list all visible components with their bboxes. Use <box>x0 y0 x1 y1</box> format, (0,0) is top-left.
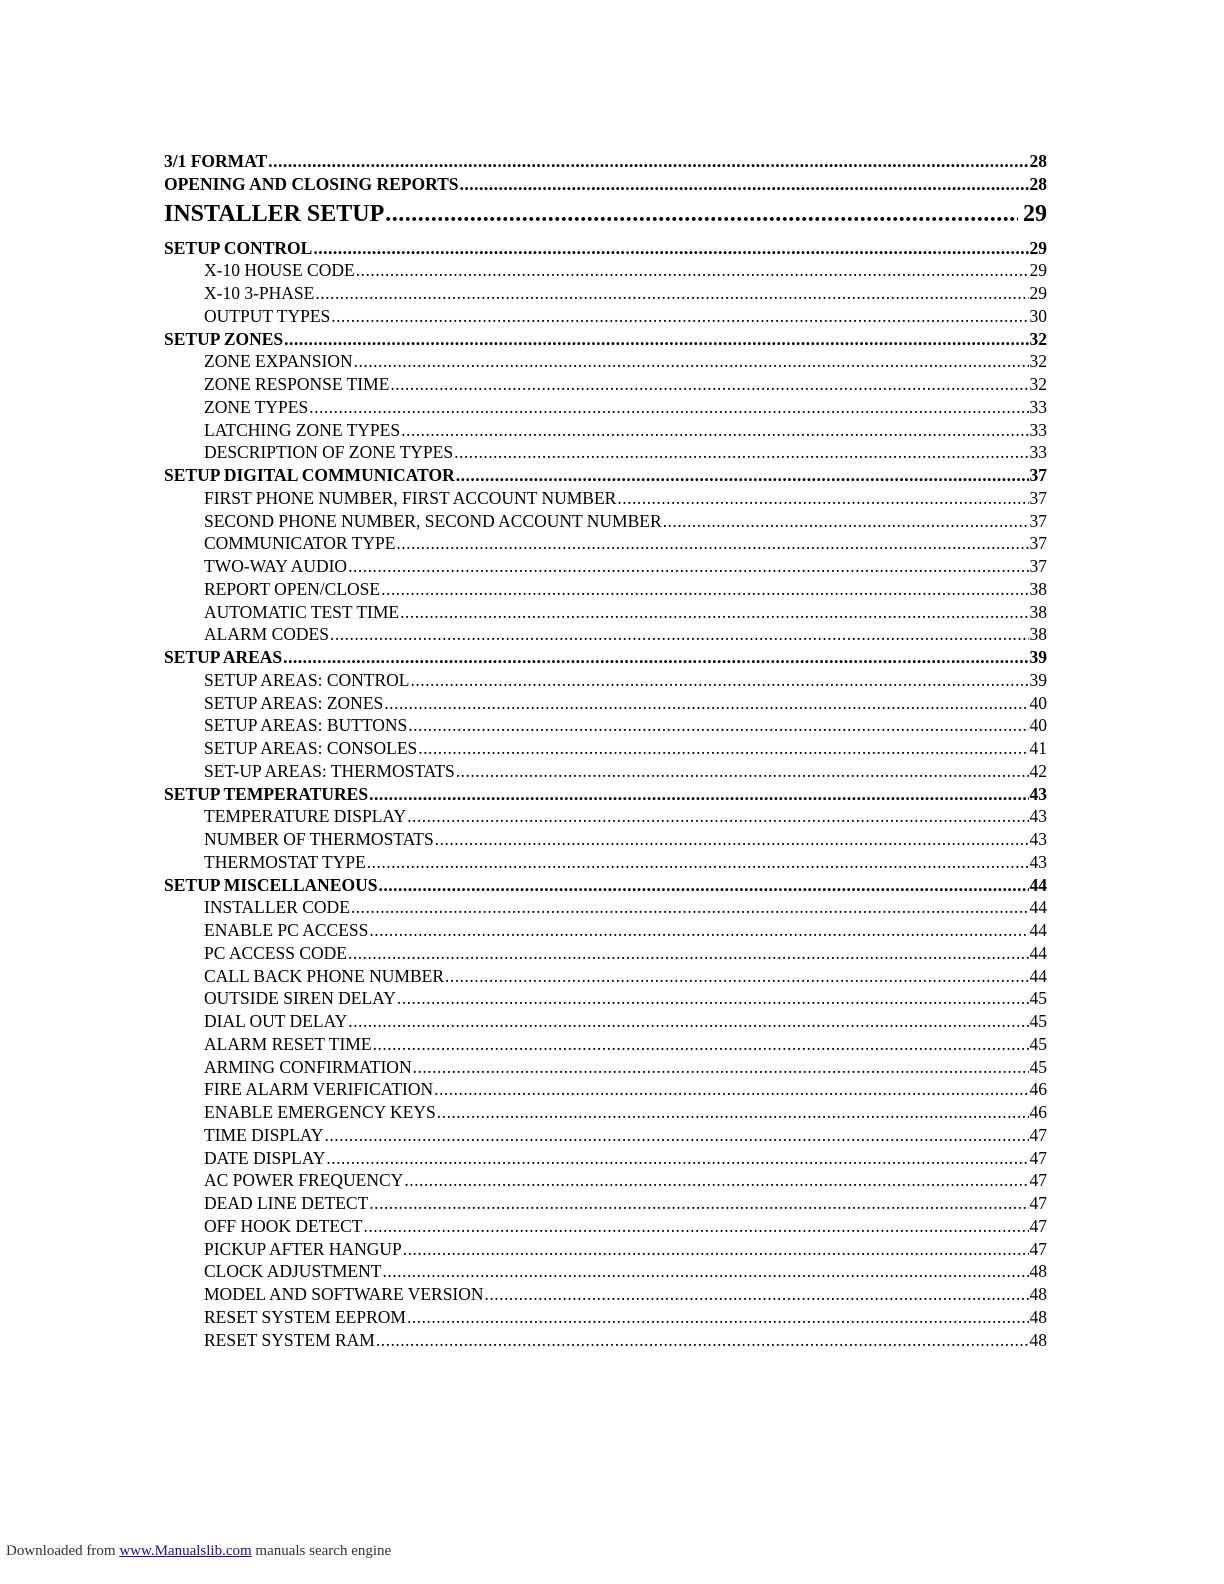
toc-entry-page: 29 <box>1023 200 1047 227</box>
toc-entry[interactable] <box>204 987 1047 1009</box>
toc-entry-page: 33 <box>1029 396 1047 417</box>
toc-entry-title: COMMUNICATOR TYPE <box>204 533 396 554</box>
toc-entry-page: 29 <box>1029 260 1047 281</box>
toc-entry[interactable] <box>204 805 1047 827</box>
toc-entry-title: TEMPERATURE DISPLAY <box>204 806 407 827</box>
toc-dot-leader <box>376 1329 1029 1351</box>
toc-entry[interactable] <box>204 419 1047 441</box>
toc-entry-page: 37 <box>1029 510 1047 531</box>
toc-entry-page: 38 <box>1029 578 1047 599</box>
toc-entry-page: 38 <box>1029 624 1047 645</box>
toc-entry-title: SECOND PHONE NUMBER, SECOND ACCOUNT NUMBER <box>204 510 662 531</box>
toc-entry[interactable] <box>204 1283 1047 1305</box>
toc-entry-title: CALL BACK PHONE NUMBER <box>204 965 444 986</box>
toc-entry-title: TIME DISPLAY <box>204 1124 324 1145</box>
toc-entry-title: SETUP TEMPERATURES <box>164 783 369 804</box>
toc-dot-leader <box>418 737 1028 759</box>
toc-entry-title: 3/1 FORMAT <box>164 151 268 171</box>
toc-entry-title: RESET SYSTEM EEPROM <box>204 1306 406 1327</box>
toc-entry-page: 43 <box>1029 806 1047 827</box>
toc-entry[interactable] <box>204 919 1047 941</box>
toc-entry[interactable] <box>204 692 1047 714</box>
toc-entry[interactable] <box>204 487 1047 509</box>
toc-entry[interactable] <box>204 578 1047 600</box>
toc-dot-leader <box>663 510 1029 532</box>
toc-entry[interactable] <box>204 1078 1047 1100</box>
toc-entry-title: OFF HOOK DETECT <box>204 1215 363 1236</box>
toc-dot-leader <box>397 987 1029 1009</box>
toc-dot-leader <box>435 828 1029 850</box>
toc-entry[interactable] <box>204 510 1047 532</box>
toc-dot-leader <box>396 532 1028 554</box>
toc-entry[interactable] <box>164 874 1047 896</box>
toc-entry[interactable] <box>204 1124 1047 1146</box>
toc-entry-title: FIRE ALARM VERIFICATION <box>204 1079 434 1100</box>
toc-entry-title: SETUP AREAS: BUTTONS <box>204 715 408 736</box>
toc-dot-leader <box>456 760 1029 782</box>
toc-dot-leader <box>331 305 1028 327</box>
toc-entry-title: INSTALLER CODE <box>204 897 350 918</box>
toc-entry[interactable] <box>204 1010 1047 1032</box>
toc-entry[interactable] <box>204 601 1047 623</box>
toc-entry-page: 47 <box>1029 1124 1047 1145</box>
toc-entry[interactable] <box>204 1056 1047 1078</box>
toc-entry[interactable] <box>204 1033 1047 1055</box>
toc-entry-page: 32 <box>1029 374 1047 394</box>
toc-dot-leader <box>284 328 1028 350</box>
toc-entry-title: X-10 3-PHASE <box>204 283 315 303</box>
toc-dot-leader <box>401 419 1028 441</box>
toc-entry-page: 28 <box>1029 173 1047 194</box>
toc-dot-leader <box>407 1306 1029 1328</box>
toc-entry-page: 45 <box>1029 1056 1047 1077</box>
toc-entry[interactable] <box>204 737 1047 759</box>
toc-entry[interactable] <box>204 1306 1047 1328</box>
toc-entry-title: THERMOSTAT TYPE <box>204 851 366 872</box>
toc-entry[interactable] <box>204 282 1047 304</box>
toc-entry-page: 33 <box>1029 442 1047 463</box>
toc-entry-page: 39 <box>1029 669 1047 690</box>
toc-dot-leader <box>381 578 1028 600</box>
toc-entry-title: RESET SYSTEM RAM <box>204 1329 375 1350</box>
toc-dot-leader <box>404 1169 1028 1191</box>
toc-entry-page: 47 <box>1029 1170 1047 1191</box>
toc-entry[interactable] <box>204 1101 1047 1123</box>
toc-entry-page: 39 <box>1029 647 1047 667</box>
toc-entry[interactable] <box>204 350 1047 372</box>
toc-dot-leader <box>403 1238 1029 1260</box>
toc-entry-title: MODEL AND SOFTWARE VERSION <box>204 1284 484 1304</box>
toc-entry[interactable] <box>204 760 1047 782</box>
toc-entry-page: 48 <box>1029 1284 1047 1304</box>
toc-dot-leader <box>408 714 1028 736</box>
toc-dot-leader <box>369 1192 1028 1214</box>
toc-entry-title: ZONE EXPANSION <box>204 351 353 372</box>
toc-dot-leader <box>313 237 1028 259</box>
toc-entry-page: 44 <box>1029 965 1047 986</box>
toc-entry[interactable] <box>204 1329 1047 1351</box>
toc-dot-leader <box>454 441 1028 463</box>
toc-entry-title: SET-UP AREAS: THERMOSTATS <box>204 760 455 781</box>
toc-entry[interactable] <box>164 646 1047 668</box>
toc-dot-leader <box>445 965 1029 987</box>
toc-entry-title: DESCRIPTION OF ZONE TYPES <box>204 442 454 463</box>
toc-entry-title: CLOCK ADJUSTMENT <box>204 1261 382 1282</box>
toc-entry-title: OUTPUT TYPES <box>204 305 331 326</box>
toc-entry-page: 44 <box>1029 942 1047 963</box>
toc-entry-title: SETUP AREAS: CONSOLES <box>204 738 418 758</box>
toc-entry[interactable] <box>204 1238 1047 1260</box>
toc-entry[interactable] <box>204 1215 1047 1237</box>
toc-entry-title: SETUP CONTROL <box>164 237 313 258</box>
toc-entry-page: 30 <box>1029 305 1047 326</box>
toc-entry-title: ENABLE PC ACCESS <box>204 920 369 940</box>
toc-entry-page: 48 <box>1029 1306 1047 1327</box>
toc-entry-page: 45 <box>1029 1033 1047 1054</box>
toc-entry[interactable] <box>164 328 1047 350</box>
toc-entry[interactable] <box>204 669 1047 691</box>
toc-entry-title: ZONE RESPONSE TIME <box>204 374 390 394</box>
toc-dot-leader <box>378 874 1028 896</box>
toc-dot-leader <box>268 150 1028 172</box>
toc-dot-leader <box>460 173 1029 195</box>
toc-dot-leader <box>485 1283 1029 1305</box>
toc-entry-page: 29 <box>1029 283 1047 303</box>
toc-entry[interactable] <box>164 150 1047 172</box>
toc-entry[interactable] <box>204 942 1047 964</box>
toc-entry-page: 44 <box>1029 874 1047 895</box>
toc-entry-title: SETUP ZONES <box>164 328 284 349</box>
toc-entry-title: SETUP DIGITAL COMMUNICATOR <box>164 465 455 485</box>
toc-entry-title: PC ACCESS CODE <box>204 942 347 963</box>
toc-entry-page: 37 <box>1029 533 1047 554</box>
toc-entry-page: 29 <box>1029 237 1047 258</box>
download-footer <box>6 1541 391 1561</box>
toc-entry[interactable] <box>204 851 1047 873</box>
toc-entry-page: 43 <box>1029 829 1047 849</box>
toc-entry[interactable] <box>204 373 1047 395</box>
toc-entry[interactable] <box>204 828 1047 850</box>
toc-dot-leader <box>363 1215 1028 1237</box>
toc-entry-page: 40 <box>1029 715 1047 736</box>
toc-entry-title: SETUP AREAS: CONTROL <box>204 669 410 690</box>
toc-dot-leader <box>434 1078 1028 1100</box>
toc-entry-title: ZONE TYPES <box>204 396 309 417</box>
toc-entry-page: 40 <box>1029 692 1047 713</box>
toc-entry-title: DEAD LINE DETECT <box>204 1193 369 1213</box>
toc-entry-page: 38 <box>1029 601 1047 622</box>
toc-entry-page: 28 <box>1029 151 1047 171</box>
toc-dot-leader <box>351 896 1029 918</box>
toc-entry[interactable] <box>204 396 1047 418</box>
toc-entry[interactable] <box>204 532 1047 554</box>
toc-entry-page: 37 <box>1029 487 1047 508</box>
toc-dot-leader <box>437 1101 1029 1123</box>
toc-entry-page: 32 <box>1029 351 1047 372</box>
toc-entry-title: ALARM CODES <box>204 624 329 645</box>
toc-dot-leader <box>400 601 1028 623</box>
toc-entry-title: DATE DISPLAY <box>204 1147 326 1168</box>
footer-prefix: Downloaded from <box>6 1543 116 1559</box>
toc-dot-leader <box>384 692 1028 714</box>
toc-entry-page: 45 <box>1029 1011 1047 1031</box>
toc-entry-title: ENABLE EMERGENCY KEYS <box>204 1102 436 1122</box>
toc-entry-title: FIRST PHONE NUMBER, FIRST ACCOUNT NUMBER <box>204 487 617 508</box>
toc-entry[interactable] <box>164 464 1047 486</box>
toc-dot-leader <box>348 1010 1028 1032</box>
toc-entry-page: 48 <box>1029 1329 1047 1350</box>
manualslib-link[interactable]: www.Manualslib.com <box>119 1543 252 1559</box>
toc-entry[interactable] <box>164 783 1047 805</box>
toc-entry-title: LATCHING ZONE TYPES <box>204 419 401 440</box>
toc-dot-leader <box>348 942 1029 964</box>
toc-dot-leader <box>356 259 1029 281</box>
toc-entry[interactable] <box>204 896 1047 918</box>
toc-entry-title: OPENING AND CLOSING REPORTS <box>164 173 459 194</box>
toc-entry-title: NUMBER OF THERMOSTATS <box>204 829 434 849</box>
toc-entry[interactable] <box>204 1147 1047 1169</box>
toc-entry-title: ALARM RESET TIME <box>204 1033 372 1054</box>
toc-entry-title: AC POWER FREQUENCY <box>204 1170 404 1191</box>
toc-entry[interactable] <box>204 714 1047 736</box>
toc-entry-title: PICKUP AFTER HANGUP <box>204 1238 402 1259</box>
toc-dot-leader <box>456 464 1029 486</box>
toc-entry-page: 47 <box>1029 1238 1047 1259</box>
toc-entry-page: 37 <box>1029 556 1047 576</box>
toc-entry[interactable] <box>204 1169 1047 1191</box>
toc-entry-page: 44 <box>1029 920 1047 940</box>
footer-suffix: manuals search engine <box>255 1543 392 1559</box>
toc-entry[interactable] <box>204 965 1047 987</box>
toc-entry-title: X-10 HOUSE CODE <box>204 260 355 281</box>
toc-entry[interactable] <box>164 173 1047 195</box>
toc-entry[interactable] <box>164 200 1047 228</box>
toc-dot-leader <box>413 1056 1029 1078</box>
toc-dot-leader <box>390 373 1028 395</box>
toc-dot-leader <box>385 200 1018 228</box>
toc-entry-page: 41 <box>1029 738 1047 758</box>
toc-dot-leader <box>369 783 1028 805</box>
toc-entry-page: 33 <box>1029 419 1047 440</box>
toc-entry-page: 46 <box>1029 1079 1047 1100</box>
toc-entry-title: OUTSIDE SIREN DELAY <box>204 988 396 1009</box>
toc-entry-page: 47 <box>1029 1193 1047 1213</box>
toc-entry-page: 43 <box>1029 783 1047 804</box>
toc-dot-leader <box>283 646 1028 668</box>
toc-entry-title: DIAL OUT DELAY <box>204 1011 348 1031</box>
toc-dot-leader <box>617 487 1028 509</box>
toc-dot-leader <box>326 1147 1028 1169</box>
toc-entry-title: TWO-WAY AUDIO <box>204 556 348 576</box>
toc-entry-title: SETUP AREAS <box>164 647 283 667</box>
toc-entry[interactable] <box>204 259 1047 281</box>
toc-entry-title: INSTALLER SETUP <box>164 200 385 227</box>
toc-entry[interactable] <box>164 237 1047 259</box>
toc-entry-page: 47 <box>1029 1215 1047 1236</box>
toc-entry[interactable] <box>204 555 1047 577</box>
toc-entry-title: AUTOMATIC TEST TIME <box>204 601 400 622</box>
toc-entry-page: 37 <box>1029 465 1047 485</box>
toc-dot-leader <box>411 669 1029 691</box>
toc-entry[interactable] <box>204 623 1047 645</box>
toc-entry-page: 45 <box>1029 988 1047 1009</box>
toc-dot-leader <box>373 1033 1029 1055</box>
toc-dot-leader <box>367 851 1029 873</box>
toc-dot-leader <box>315 282 1028 304</box>
toc-dot-leader <box>382 1260 1028 1282</box>
toc-entry[interactable] <box>204 305 1047 327</box>
toc-entry-page: 46 <box>1029 1102 1047 1122</box>
toc-entry-page: 42 <box>1029 760 1047 781</box>
toc-entry-title: SETUP AREAS: ZONES <box>204 692 384 713</box>
toc-entry-title: SETUP MISCELLANEOUS <box>164 874 378 895</box>
toc-dot-leader <box>324 1124 1028 1146</box>
toc-dot-leader <box>348 555 1028 577</box>
toc-dot-leader <box>354 350 1029 372</box>
toc-dot-leader <box>309 396 1028 418</box>
toc-entry[interactable] <box>204 1192 1047 1214</box>
toc-entry-page: 44 <box>1029 897 1047 918</box>
toc-entry[interactable] <box>204 1260 1047 1282</box>
toc-entry-title: ARMING CONFIRMATION <box>204 1056 412 1077</box>
toc-entry[interactable] <box>204 441 1047 463</box>
toc-entry-page: 47 <box>1029 1147 1047 1168</box>
toc-entry-page: 32 <box>1029 328 1047 349</box>
toc-entry-page: 48 <box>1029 1261 1047 1282</box>
toc-dot-leader <box>407 805 1028 827</box>
toc-entry-page: 43 <box>1029 851 1047 872</box>
toc-dot-leader <box>330 623 1029 645</box>
toc-dot-leader <box>369 919 1028 941</box>
toc-entry-title: REPORT OPEN/CLOSE <box>204 578 381 599</box>
